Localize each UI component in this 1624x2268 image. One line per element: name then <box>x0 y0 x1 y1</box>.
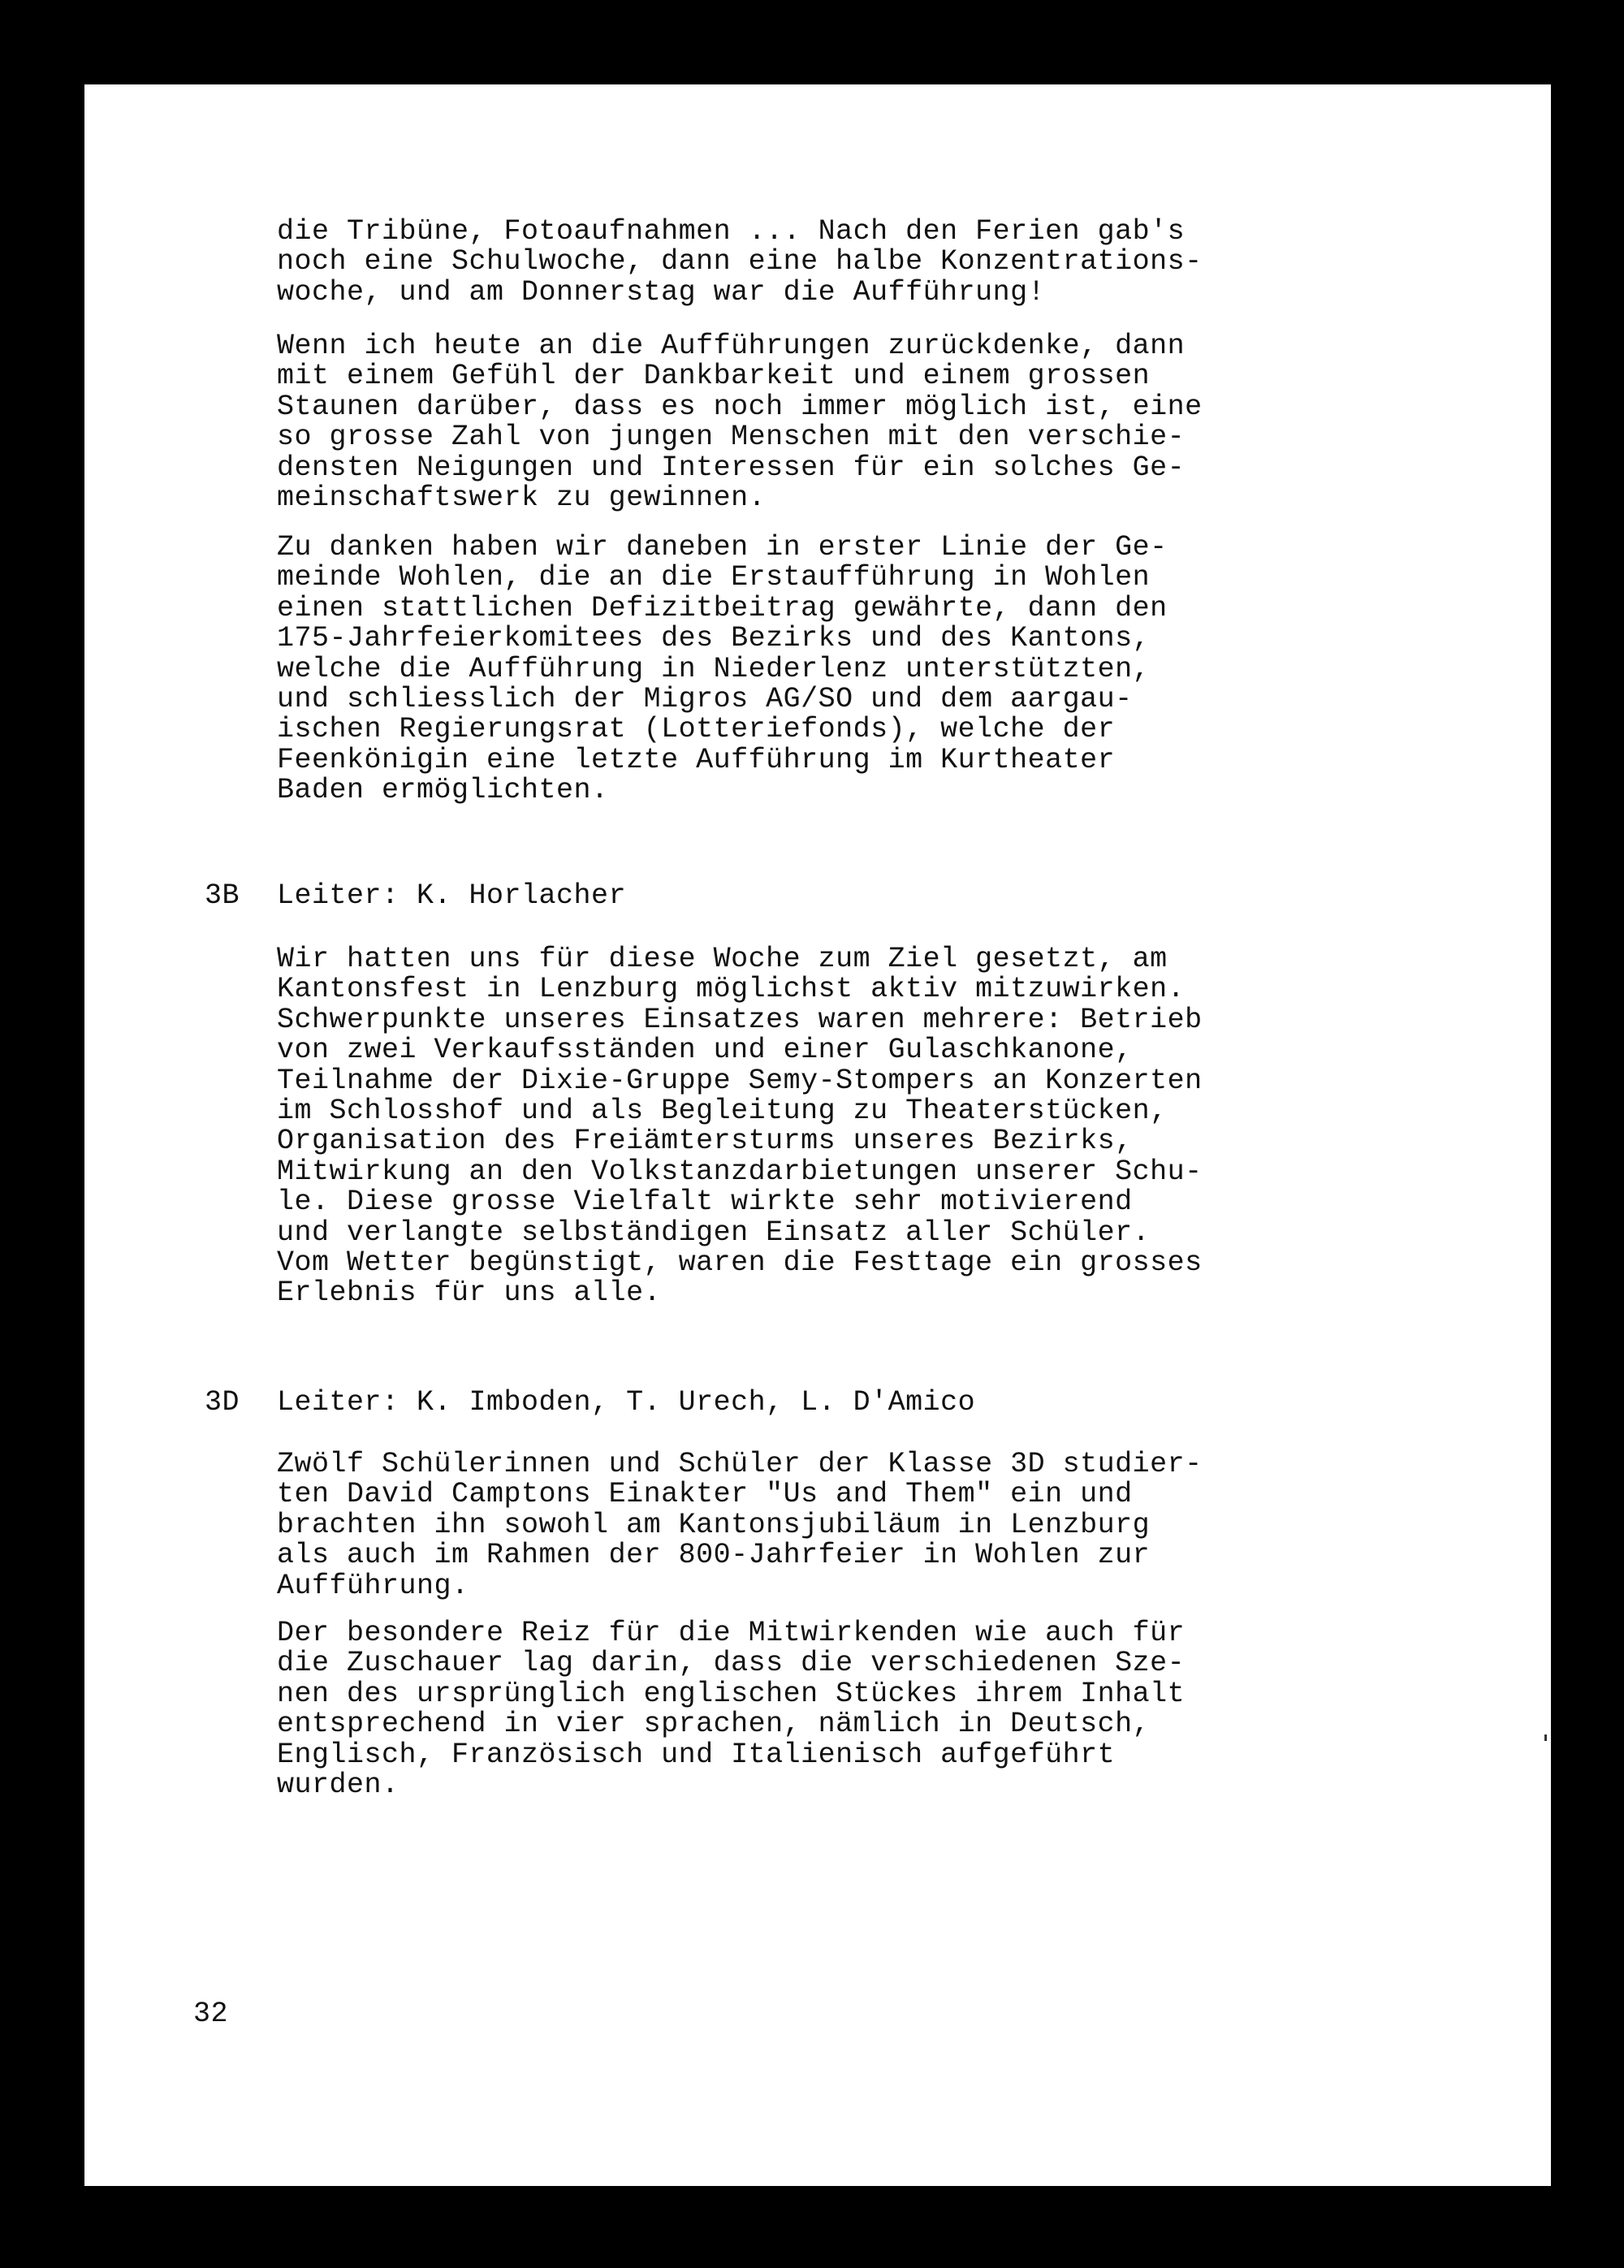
text-line: nen des ursprünglich englischen Stückes ihrem Inhalt <box>277 1677 1186 1710</box>
text-line: Teilnahme der Dixie-Gruppe Semy-Stompers an Konzerten <box>277 1064 1203 1097</box>
text-line: im Schlosshof und als Begleitung zu Theaterstücken, <box>277 1094 1168 1127</box>
text-line: Feenkönigin eine letzte Aufführung im Kurtheater <box>277 743 1116 776</box>
intro-paragraph-2 <box>277 331 1365 513</box>
section-3d-paragraph-1 <box>277 1449 1365 1601</box>
text-line: 175-Jahrfeierkomitees des Bezirks und des Kantons, <box>277 622 1151 655</box>
text-line: von zwei Verkaufsständen und einer Gulaschkanone, <box>277 1034 1133 1067</box>
text-line: die Tribüne, Fotoaufnahmen ... Nach den Ferien gab's <box>277 215 1186 248</box>
text-line: Der besondere Reiz für die Mitwirkenden wie auch für <box>277 1617 1186 1649</box>
intro-paragraph-1 <box>277 217 1365 308</box>
text-line: brachten ihn sowohl am Kantonsjubiläum in Lenzburg <box>277 1508 1151 1541</box>
text-line: Erlebnis für uns alle. <box>277 1277 662 1310</box>
text-line: entsprechend in vier sprachen, nämlich in Deutsch, <box>277 1708 1151 1741</box>
text-line: densten Neigungen und Interessen für ein solches Ge- <box>277 451 1186 484</box>
text-line: ischen Regierungsrat (Lotteriefonds), welche der <box>277 713 1116 746</box>
text-line: und schliesslich der Migros AG/SO und dem aargau- <box>277 682 1133 715</box>
text-line: und verlangte selbständigen Einsatz aller Schüler. <box>277 1216 1151 1249</box>
text-line: Staunen darüber, dass es noch immer möglich ist, eine <box>277 390 1203 423</box>
text-line: Zwölf Schülerinnen und Schüler der Klasse 3D studier- <box>277 1448 1203 1480</box>
section-3d-heading: Leiter: K. Imboden, T. Urech, L. D'Amico <box>277 1386 976 1419</box>
text-line: noch eine Schulwoche, dann eine halbe Konzentrations- <box>277 245 1203 279</box>
document-page <box>84 84 1551 2186</box>
text-line: le. Diese grosse Vielfalt wirkte sehr motivierend <box>277 1186 1133 1219</box>
text-line: Wir hatten uns für diese Woche zum Ziel gesetzt, am <box>277 943 1168 975</box>
text-line: so grosse Zahl von jungen Menschen mit den verschie- <box>277 421 1186 454</box>
text-line: Baden ermöglichten. <box>277 774 609 807</box>
text-line: Vom Wetter begünstigt, waren die Festtage ein grosses <box>277 1246 1203 1279</box>
text-line: einen stattlichen Defizitbeitrag gewährte, dann den <box>277 591 1168 624</box>
section-3b-paragraph-1 <box>277 944 1365 1309</box>
text-line: ten David Camptons Einakter "Us and Them" ein und <box>277 1478 1133 1511</box>
section-3d-tag: 3D <box>205 1386 240 1419</box>
text-line: meinschaftswerk zu gewinnen. <box>277 481 767 514</box>
intro-paragraph-3 <box>277 533 1365 806</box>
text-line: welche die Aufführung in Niederlenz unterstützten, <box>277 652 1151 685</box>
text-line: Kantonsfest in Lenzburg möglichst aktiv mitzuwirken. <box>277 973 1186 1006</box>
text-line: mit einem Gefühl der Dankbarkeit und einem grossen <box>277 360 1151 393</box>
page-number: 32 <box>193 1998 229 2030</box>
scan-artifact <box>1544 1734 1547 1741</box>
text-line: die Zuschauer lag darin, dass die verschiedenen Sze- <box>277 1647 1186 1680</box>
text-line: Mitwirkung an den Volkstanzdarbietungen unserer Schu- <box>277 1155 1203 1188</box>
text-line: Schwerpunkte unseres Einsatzes waren mehrere: Betrieb <box>277 1003 1203 1036</box>
section-3b-tag: 3B <box>205 879 240 912</box>
text-line: Aufführung. <box>277 1569 469 1602</box>
text-line: Zu danken haben wir daneben in erster Linie der Ge- <box>277 531 1168 564</box>
text-line: Englisch, Französisch und Italienisch aufgeführt <box>277 1738 1116 1771</box>
text-line: als auch im Rahmen der 800-Jahrfeier in Wohlen zur <box>277 1539 1151 1572</box>
text-line: meinde Wohlen, die an die Erstaufführung in Wohlen <box>277 561 1151 594</box>
text-line: Organisation des Freiämtersturms unseres Bezirks, <box>277 1125 1133 1158</box>
text-line: woche, und am Donnerstag war die Aufführung! <box>277 275 1046 309</box>
text-line: Wenn ich heute an die Aufführungen zurückdenke, dann <box>277 330 1186 362</box>
text-line: wurden. <box>277 1768 400 1801</box>
section-3b-heading: Leiter: K. Horlacher <box>277 879 627 912</box>
section-3d-paragraph-2 <box>277 1618 1365 1800</box>
